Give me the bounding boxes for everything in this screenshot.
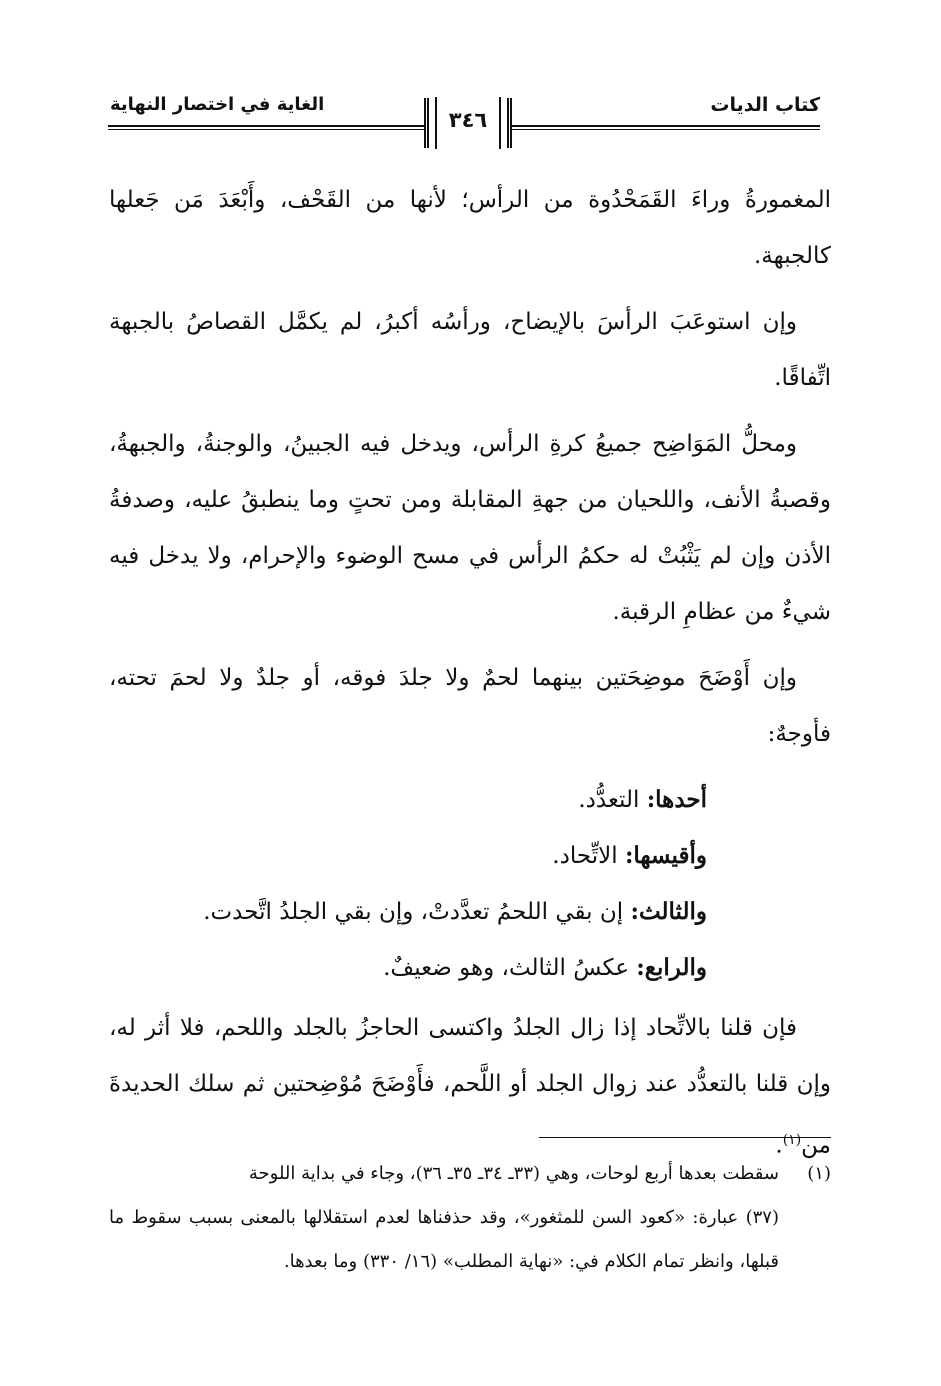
item-term: أحدها: [646, 786, 707, 813]
paragraph-5-text: فإن قلنا بالاتِّحاد إذا زال الجلدُ واكتسى الحاجزُ بالجلد واللحم، فلا أثر له، وإن قلنا بالتعدُّد عند زوال الجلد أو اللَّحم، فأَوْضَحَ مُوْضِحتين ثم سلك الحديدةَ من [109, 1015, 831, 1159]
item-term: والرابع: [636, 954, 707, 981]
paragraph-1: المغمورةُ وراءَ القَمَحْدُوة من الرأس؛ لأنها من القَحْف، وأَبْعَدَ مَن جَعلها كالجبهة. [109, 187, 831, 269]
book-title: الغاية في اختصار النهاية [110, 94, 325, 115]
list-item [109, 828, 831, 884]
item-text: الاتِّحاد. [552, 843, 625, 869]
page-number-frame [424, 98, 512, 148]
paragraph-5-end: . [775, 1132, 783, 1159]
item-term: وأقيسها: [624, 842, 707, 869]
footnotes [109, 1152, 831, 1284]
list-item [109, 772, 831, 828]
footnote-line-1: سقطت بعدها أربع لوحات، وهي (٣٣ـ ٣٤ـ ٣٥ـ ٣٦)، وجاء في بداية اللوحة [248, 1163, 779, 1184]
footnote-1 [109, 1152, 831, 1196]
item-text: عكسُ الثالث، وهو ضعيفٌ. [383, 955, 637, 981]
footnote-mark: (١) [807, 1163, 831, 1184]
paragraph-3: ومحلُّ المَوَاضِح جميعُ كرةِ الرأس، ويدخل فيه الجبينُ، والوجنةُ، والجبهةُ، وقصبةُ الأنف، واللحيان من جهةِ المقابلة ومن تحتٍ وما ينطبقُ عليه، وصدفةُ الأذن وإن لم يَثْبُتْ له حكمُ الرأس في مسح الوضوء والإحرام، ولا يدخل فيه شيءٌ من عظامِ الرقبة. [109, 431, 831, 625]
footnote-continuation: (٣٧) عبارة: «كعود السن للمثغور»، وقد حذفناها لعدم استقلالها بالمعنى بسبب سقوط ما قبلها، وانظر تمام الكلام في: «نهاية المطلب» (١٦/ ٣٣٠) وما بعدها. [109, 1207, 779, 1272]
paragraph-4: وإن أَوْضَحَ موضِحَتين بينهما لحمٌ ولا جلدَ فوقه، أو جلدٌ ولا لحمَ تحته، فأوجهٌ: [109, 665, 831, 747]
paragraph-2: وإن استوعَبَ الرأسَ بالإيضاح، ورأسُه أكبرُ، لم يكمَّل القصاصُ بالجبهة اتِّفاقًا. [109, 309, 831, 391]
page-number: ٣٤٦ [448, 108, 488, 132]
item-text: إن بقي اللحمُ تعدَّدتْ، وإن بقي الجلدُ اتَّحدت. [203, 899, 631, 925]
footnote-reference: (١) [782, 1132, 802, 1148]
footnote-separator [539, 1137, 831, 1138]
page-header [108, 92, 820, 152]
main-text [109, 172, 831, 1184]
paragraph-5 [109, 1000, 831, 1174]
item-text: التعدُّد. [578, 787, 647, 813]
item-term: والثالث: [630, 898, 707, 925]
list-item [109, 884, 831, 940]
list-item [109, 940, 831, 996]
chapter-title: كتاب الديات [710, 94, 820, 116]
